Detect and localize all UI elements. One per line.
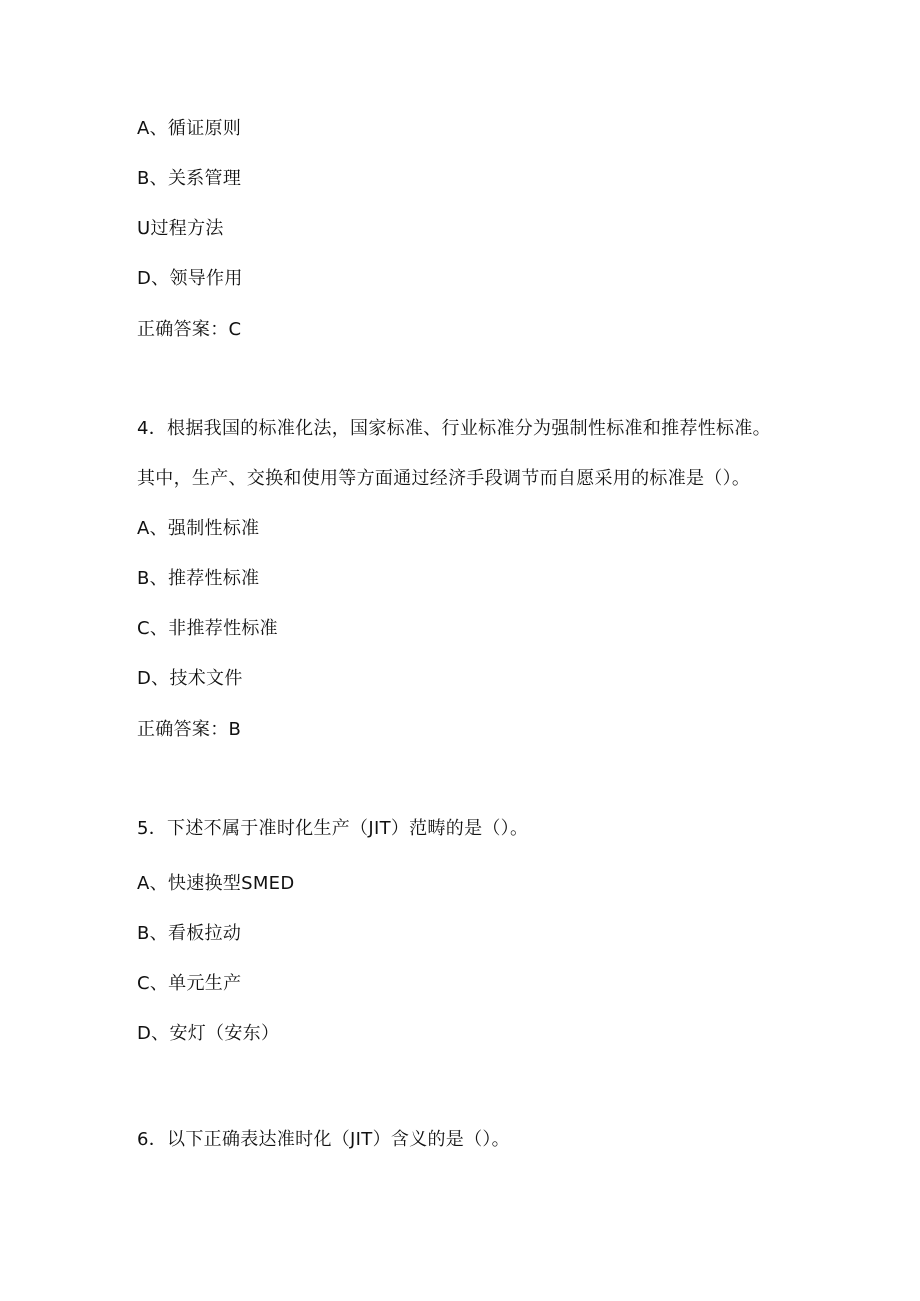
q5-option-a: A、快速换型SMED	[137, 873, 295, 894]
q3-option-d: D、领导作用	[137, 268, 243, 289]
q6-stem: 6．以下正确表达准时化（JIT）含义的是（）。	[137, 1129, 510, 1150]
q4-stem-line-1: 4．根据我国的标准化法，国家标准、行业标准分为强制性标准和推荐性标准。	[137, 418, 771, 439]
q4-option-c: C、非推荐性标准	[137, 618, 278, 639]
q5-option-c: C、单元生产	[137, 973, 242, 994]
q4-correct-answer: 正确答案：B	[137, 719, 242, 740]
q4-option-b: B、推荐性标准	[137, 568, 260, 589]
q5-stem: 5．下述不属于准时化生产（JIT）范畴的是（）。	[137, 818, 529, 839]
q3-option-b: B、关系管理	[137, 168, 242, 189]
q4-stem-line-2: 其中，生产、交换和使用等方面通过经济手段调节而自愿采用的标准是（）。	[137, 468, 751, 489]
q3-correct-answer: 正确答案：C	[137, 319, 242, 340]
q5-option-b: B、看板拉动	[137, 923, 242, 944]
q4-option-a: A、强制性标准	[137, 518, 260, 539]
q5-option-d: D、安灯（安东）	[137, 1023, 280, 1044]
q4-option-d: D、技术文件	[137, 668, 243, 689]
q3-option-a: A、循证原则	[137, 118, 242, 139]
q3-option-c: U过程方法	[137, 218, 224, 239]
